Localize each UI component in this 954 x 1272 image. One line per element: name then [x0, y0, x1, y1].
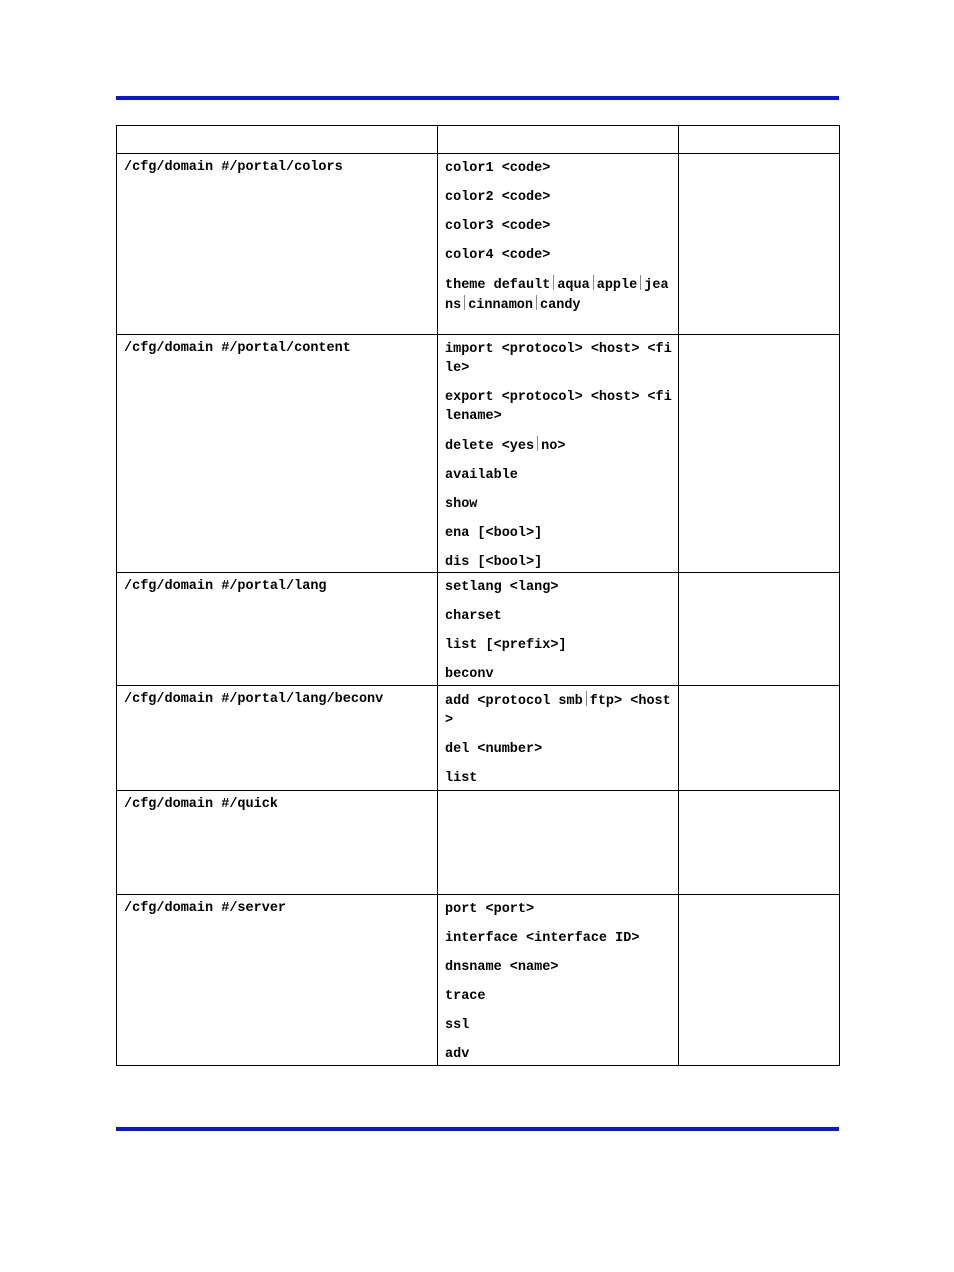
separator-bar: [537, 436, 538, 451]
path-cell: [117, 335, 438, 573]
description-cell: [679, 573, 840, 686]
table-header-row: [117, 126, 840, 154]
commands-cell: [438, 154, 679, 335]
footer-rule: [116, 1127, 839, 1131]
commands-cell: [438, 335, 679, 573]
command-item: port <port>: [445, 902, 535, 917]
header-cell-description: [679, 126, 840, 154]
command-item: export <protocol> <host> <filename>: [445, 390, 672, 424]
separator-bar: [640, 275, 641, 290]
separator-bar: [553, 275, 554, 290]
path-cell: [117, 791, 438, 895]
command-item: color3 <code>: [445, 219, 551, 234]
commands-cell: [438, 791, 679, 895]
table-row: [117, 573, 840, 686]
command-item: delete <yes no>: [445, 436, 672, 456]
command-item: dnsname <name>: [445, 960, 559, 975]
command-item: dis [<bool>]: [445, 555, 543, 570]
description-cell: [679, 791, 840, 895]
menu-path: /cfg/domain #/portal/content: [124, 341, 351, 356]
header-cell-path: [117, 126, 438, 154]
commands-cell: [438, 573, 679, 686]
command-item: color4 <code>: [445, 248, 551, 263]
command-item: color2 <code>: [445, 190, 551, 205]
command-item: show: [445, 497, 478, 512]
header-cell-commands: [438, 126, 679, 154]
description-cell: [679, 335, 840, 573]
command-item: available: [445, 468, 518, 483]
command-table: [116, 125, 840, 1066]
command-item: setlang <lang>: [445, 580, 559, 595]
separator-bar: [593, 275, 594, 290]
separator-bar: [536, 295, 537, 310]
command-item: ena [<bool>]: [445, 526, 543, 541]
table-row: [117, 335, 840, 573]
command-item: ssl: [445, 1018, 470, 1033]
command-item: theme default aqua apple jeans cinnamon candy: [445, 275, 672, 315]
command-item: list: [445, 771, 478, 786]
description-cell: [679, 895, 840, 1066]
path-cell: [117, 154, 438, 335]
command-item: del <number>: [445, 742, 543, 757]
table-row: [117, 686, 840, 791]
table-row: [117, 791, 840, 895]
menu-path: /cfg/domain #/portal/colors: [124, 160, 343, 175]
command-item: add <protocol smb ftp> <host>: [445, 691, 672, 730]
path-cell: [117, 686, 438, 791]
commands-cell: [438, 686, 679, 791]
description-cell: [679, 154, 840, 335]
table-row: [117, 154, 840, 335]
separator-bar: [464, 295, 465, 310]
command-item: adv: [445, 1047, 470, 1062]
command-item: charset: [445, 609, 502, 624]
description-cell: [679, 686, 840, 791]
path-cell: [117, 573, 438, 686]
path-cell: [117, 895, 438, 1066]
menu-path: /cfg/domain #/portal/lang/beconv: [124, 692, 384, 707]
command-item: import <protocol> <host> <file>: [445, 342, 672, 376]
command-item: beconv: [445, 667, 494, 682]
command-item: color1 <code>: [445, 161, 551, 176]
header-rule: [116, 96, 839, 100]
command-item: list [<prefix>]: [445, 638, 567, 653]
command-item: trace: [445, 989, 486, 1004]
menu-path: /cfg/domain #/server: [124, 901, 287, 916]
menu-path: /cfg/domain #/quick: [124, 797, 278, 812]
menu-path: /cfg/domain #/portal/lang: [124, 579, 327, 594]
commands-cell: [438, 895, 679, 1066]
separator-bar: [586, 691, 587, 706]
command-item: interface <interface ID>: [445, 931, 640, 946]
table-row: [117, 895, 840, 1066]
